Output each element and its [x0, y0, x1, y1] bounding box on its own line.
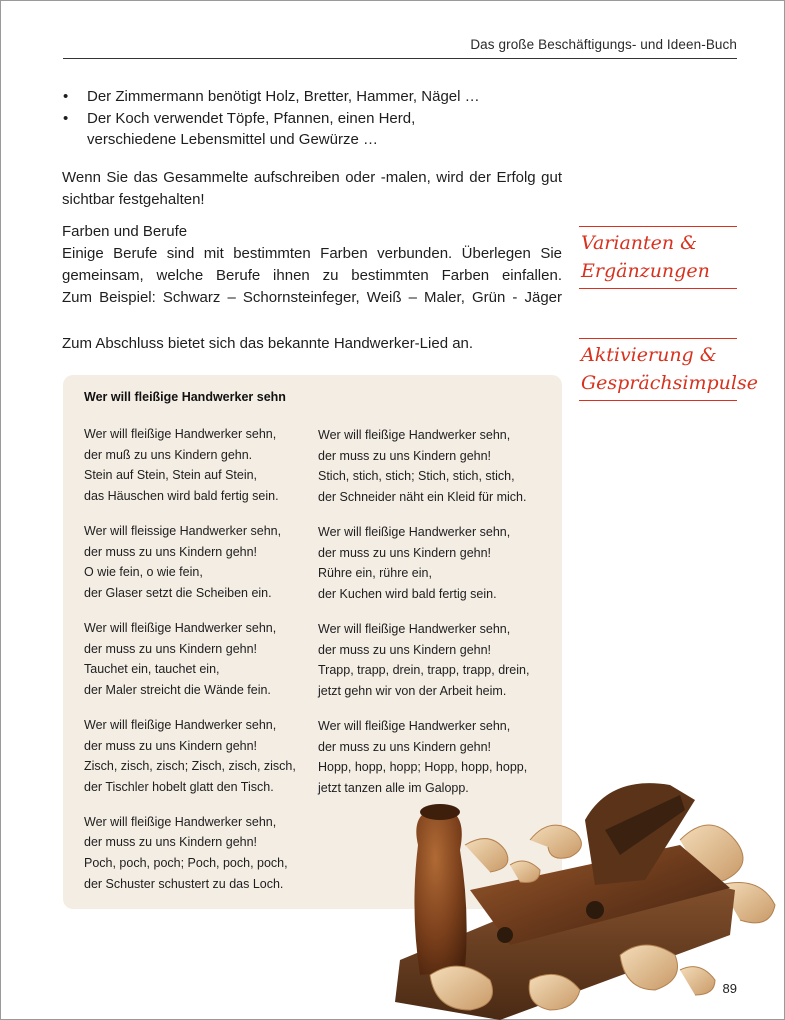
- song-line: Wer will fleißige Handwerker sehn,: [84, 427, 277, 441]
- song-line: der muss zu uns Kindern gehn!: [84, 641, 258, 656]
- song-stanza: [84, 521, 296, 603]
- song-line: Zisch, zisch, zisch; Zisch, zisch, zisch,: [84, 759, 296, 774]
- song-line: der muss zu uns Kindern gehn!: [84, 544, 258, 559]
- song-stanza: [84, 424, 296, 506]
- header-rule: [63, 58, 737, 59]
- song-line: der muss zu uns Kindern gehn!: [84, 835, 258, 850]
- running-title: Das große Beschäftigungs- und Ideen-Buch: [470, 37, 737, 52]
- song-line: Hopp, hopp, hopp; Hopp, hopp, hopp,: [318, 760, 528, 775]
- song-line: das Häuschen wird bald fertig sein.: [84, 488, 279, 503]
- song-line: Stich, stich, stich; Stich, stich, stich,: [318, 469, 515, 484]
- song-stanza: [84, 812, 296, 894]
- song-line: Rühre ein, rühre ein,: [318, 566, 432, 581]
- song-line: O wie fein, o wie fein,: [84, 565, 203, 580]
- bullet-item: [62, 108, 562, 151]
- bullet-line: verschiedene Lebensmittel und Gewürze …: [87, 131, 378, 148]
- song-stanza: [84, 618, 296, 700]
- song-stanza: [84, 715, 296, 797]
- bullet-item: [62, 86, 562, 108]
- margin-label-line: Varianten &: [581, 232, 698, 254]
- song-line: der muss zu uns Kindern gehn!: [318, 545, 492, 560]
- margin-label: [579, 227, 737, 288]
- bullet-line: Der Koch verwendet Töpfe, Pfannen, einen Herd,: [87, 109, 416, 127]
- song-line: Wer will fleißige Handwerker sehn,: [318, 524, 511, 539]
- song-line: Tauchet ein, tauchet ein,: [84, 662, 220, 677]
- margin-label-line: Gesprächsimpulse: [581, 372, 758, 394]
- margin-label: [579, 339, 758, 400]
- song-line: Poch, poch, poch; Poch, poch, poch,: [84, 856, 288, 871]
- song-line: Wer will fleißige Handwerker sehn,: [318, 428, 511, 442]
- song-stanza: [318, 522, 529, 604]
- margin-note-variants: [579, 226, 737, 289]
- margin-rule-bottom: [579, 288, 737, 289]
- song-line: der muss zu uns Kindern gehn!: [318, 739, 492, 754]
- song-line: Trapp, trapp, drein, trapp, trapp, drein,: [318, 663, 530, 678]
- margin-note-activation: [579, 338, 758, 401]
- song-line: jetzt tanzen alle im Galopp.: [318, 780, 469, 795]
- song-line: der Tischler hobelt glatt den Tisch.: [84, 779, 274, 794]
- song-title: Wer will fleißige Handwerker sehn: [84, 390, 286, 404]
- colors-text-line: Einige Berufe sind mit bestimmten Farben verbunden. Überlegen Sie: [62, 245, 562, 262]
- song-line: Wer will fleißige Handwerker sehn,: [318, 621, 511, 636]
- song-stanza: [318, 619, 529, 701]
- song-line: Wer will fleissige Handwerker sehn,: [84, 523, 282, 538]
- song-column-left: [84, 424, 296, 909]
- song-line: der muss zu uns Kindern gehn!: [84, 738, 258, 753]
- song-line: der muss zu uns Kindern gehn!: [318, 642, 492, 657]
- paragraph-song-intro: Zum Abschluss bietet sich das bekannte Handwerker-Lied an.: [62, 335, 474, 352]
- bullet-list: [62, 86, 562, 151]
- song-line: jetzt gehn wir von der Arbeit heim.: [318, 683, 507, 698]
- song-line: der Schuster schustert zu das Loch.: [84, 876, 284, 891]
- song-stanza: [318, 425, 529, 507]
- song-line: Stein auf Stein, Stein auf Stein,: [84, 468, 258, 483]
- song-line: Wer will fleißige Handwerker sehn,: [84, 814, 277, 829]
- song-line: der muß zu uns Kindern gehn.: [84, 447, 253, 462]
- song-column-right: [318, 425, 529, 813]
- song-line: der Maler streicht die Wände fein.: [84, 682, 271, 697]
- song-line: der muss zu uns Kindern gehn!: [318, 448, 492, 463]
- page-number: 89: [722, 981, 737, 996]
- song-line: Wer will fleißige Handwerker sehn,: [84, 620, 277, 635]
- bullet-line: Der Zimmermann benötigt Holz, Bretter, Hammer, Nägel …: [87, 88, 480, 105]
- colors-section: [62, 221, 562, 309]
- margin-rule-bottom: [579, 400, 737, 401]
- song-line: der Glaser setzt die Scheiben ein.: [84, 585, 272, 600]
- colors-text-line: Zum Beispiel: Schwarz – Schornsteinfeger, Weiß – Maler, Grün - Jäger: [62, 289, 562, 306]
- colors-text-line: gemeinsam, welche Berufe ihnen zu bestimmten Farben einfallen.: [62, 267, 562, 284]
- song-line: Wer will fleißige Handwerker sehn,: [84, 717, 277, 732]
- colors-heading: Farben und Berufe: [62, 223, 188, 240]
- song-line: der Schneider näht ein Kleid für mich.: [318, 489, 527, 504]
- song-line: der Kuchen wird bald fertig sein.: [318, 586, 497, 601]
- margin-label-line: Aktivierung &: [581, 344, 717, 366]
- song-line: Wer will fleißige Handwerker sehn,: [318, 718, 511, 733]
- margin-label-line: Ergänzungen: [581, 260, 710, 282]
- paragraph-record: Wenn Sie das Gesammelte aufschreiben oder -malen, wird der Erfolg gut sichtbar festgehalten!: [62, 169, 562, 208]
